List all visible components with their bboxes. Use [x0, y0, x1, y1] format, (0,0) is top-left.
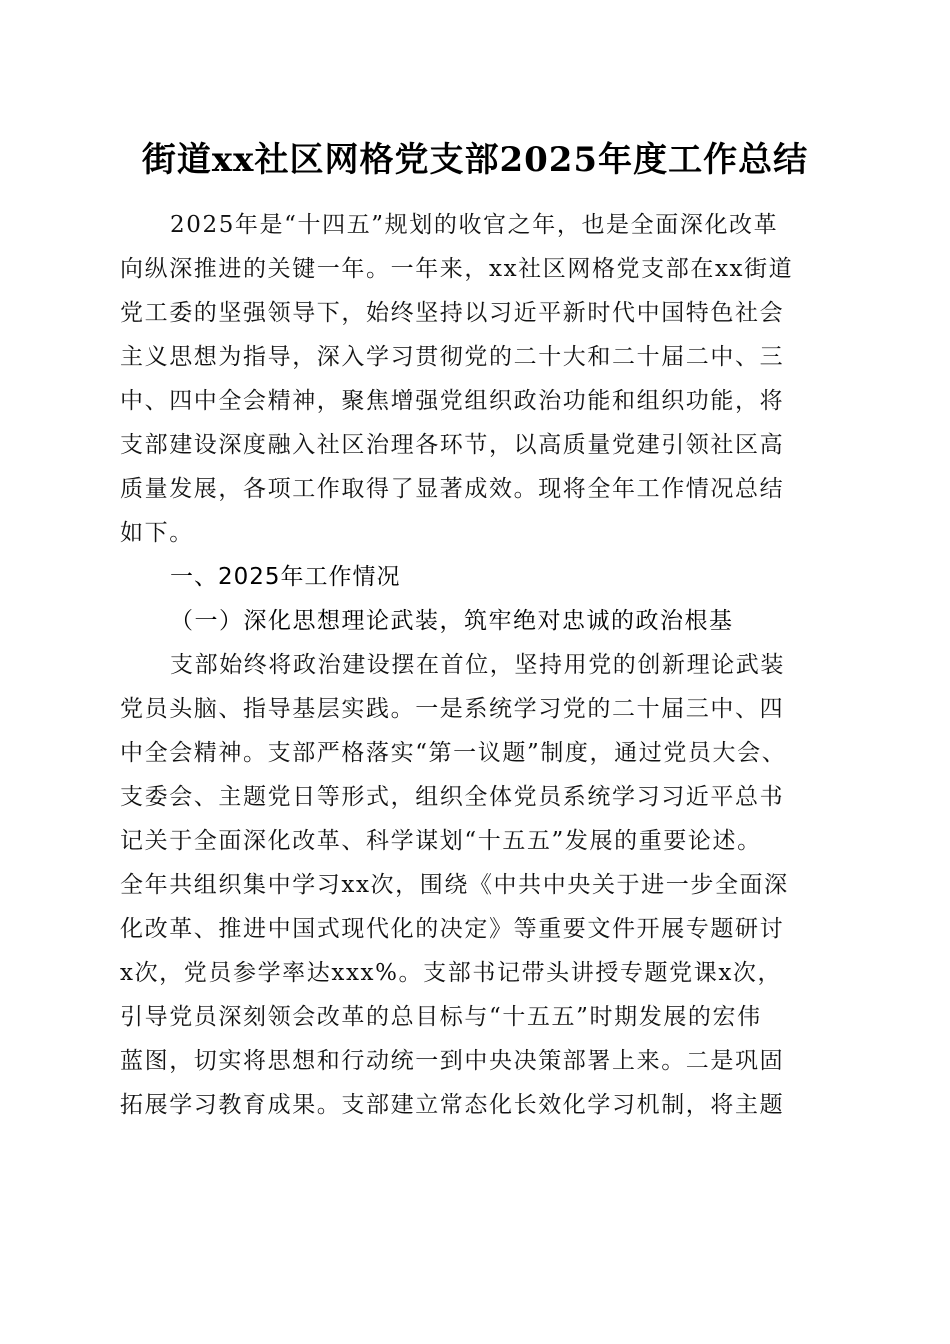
- subsection-heading: （一）深化思想理论武装，筑牢绝对忠诚的政治根基: [170, 608, 734, 634]
- body-line: 蓝图，切实将思想和行动统一到中央决策部署上来。二是巩固: [120, 1048, 785, 1074]
- body-line: x次，党员参学率达xxx%。支部书记带头讲授专题党课x次，: [120, 960, 783, 986]
- intro-line: 2025年是“十四五”规划的收官之年，也是全面深化改革: [170, 212, 779, 238]
- body-line: 化改革、推进中国式现代化的决定》等重要文件开展专题研讨: [120, 916, 785, 942]
- intro-line: 支部建设深度融入社区治理各环节，以高质量党建引领社区高: [120, 432, 785, 458]
- body-line: 党员头脑、指导基层实践。一是系统学习党的二十届三中、四: [120, 696, 785, 722]
- body-line: 记关于全面深化改革、科学谋划“十五五”发展的重要论述。: [120, 828, 762, 854]
- intro-line: 质量发展，各项工作取得了显著成效。现将全年工作情况总结: [120, 476, 785, 502]
- body-line: 全年共组织集中学习xx次，围绕《中共中央关于进一步全面深: [120, 872, 789, 898]
- body-line: 引导党员深刻领会改革的总目标与“十五五”时期发展的宏伟: [120, 1004, 762, 1030]
- section-heading: 一、2025年工作情况: [170, 564, 401, 590]
- intro-line: 党工委的坚强领导下，始终坚持以习近平新时代中国特色社会: [120, 300, 785, 326]
- body-line: 支委会、主题党日等形式，组织全体党员系统学习习近平总书: [120, 784, 785, 810]
- document-title: 街道xx社区网格党支部2025年度工作总结: [141, 140, 809, 180]
- body-line: 支部始终将政治建设摆在首位，坚持用党的创新理论武装: [170, 652, 785, 678]
- intro-line: 如下。: [120, 520, 194, 546]
- intro-line: 中、四中全会精神，聚焦增强党组织政治功能和组织功能，将: [120, 388, 785, 414]
- document-body: [120, 203, 838, 1127]
- intro-line: 主义思想为指导，深入学习贯彻党的二十大和二十届二中、三: [120, 344, 785, 370]
- body-line: 拓展学习教育成果。支部建立常态化长效化学习机制，将主题: [120, 1092, 785, 1118]
- body-line: 中全会精神。支部严格落实“第一议题”制度，通过党员大会、: [120, 740, 787, 766]
- intro-line: 向纵深推进的关键一年。一年来，xx社区网格党支部在xx街道: [120, 256, 794, 282]
